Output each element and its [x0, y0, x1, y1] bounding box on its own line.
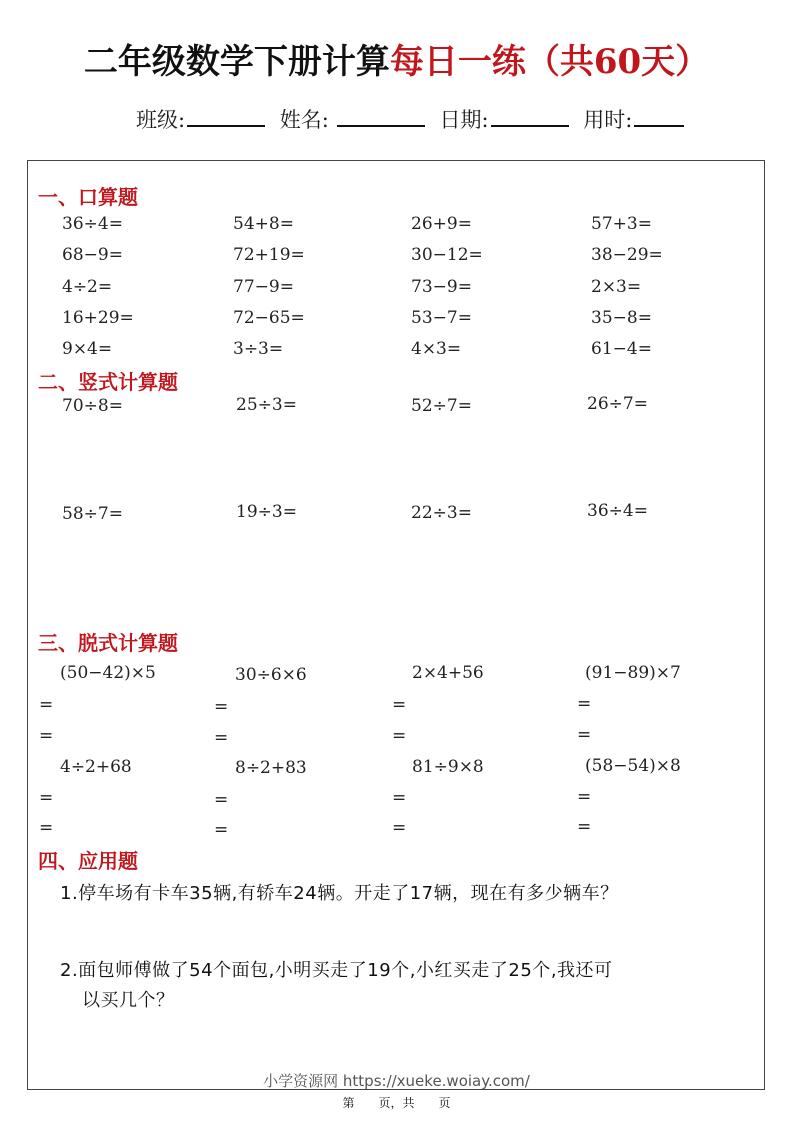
word-problem-2-cont: 以买几个？	[82, 990, 175, 1011]
oral-item: 53−7=	[411, 308, 472, 328]
vertical-item: 19÷3=	[236, 502, 297, 522]
equals-sign: =	[39, 818, 54, 838]
name-field[interactable]	[280, 104, 425, 134]
oral-item: 57+3=	[591, 214, 652, 234]
date-label: 日期:	[439, 108, 489, 132]
equals-sign: =	[39, 788, 54, 808]
title-main: 二年级数学下册计算	[83, 42, 390, 82]
time-field[interactable]	[583, 104, 684, 134]
source-watermark: 小学资源网 https://xueke.woiay.com/	[263, 1072, 530, 1090]
section-stepwise-title: 三、脱式计算题	[38, 631, 178, 655]
vertical-item: 70÷8=	[62, 396, 123, 416]
word-problem-2: 2.面包师傅做了54个面包,小明买走了19个,小红买走了25个,我还可	[60, 960, 613, 981]
oral-item: 73−9=	[411, 277, 472, 297]
vertical-item: 25÷3=	[236, 395, 297, 415]
equals-sign: =	[577, 694, 592, 714]
equals-sign: =	[577, 725, 592, 745]
equals-sign: =	[392, 788, 407, 808]
equals-sign: =	[214, 728, 229, 748]
section-oral-title: 一、口算题	[38, 185, 138, 209]
word-problem-1: 1.停车场有卡车35辆,有轿车24辆。开走了17辆，现在有多少辆车？	[60, 883, 619, 904]
vertical-item: 52÷7=	[411, 396, 472, 416]
oral-item: 4×3=	[411, 339, 462, 359]
oral-item: 3÷3=	[233, 339, 284, 359]
vertical-item: 26÷7=	[587, 394, 648, 414]
oral-item: 30−12=	[411, 245, 483, 265]
date-blank[interactable]	[491, 105, 569, 127]
stepwise-item: (50−42)×5	[60, 663, 156, 683]
oral-item: 38−29=	[591, 245, 663, 265]
oral-item: 54+8=	[233, 214, 294, 234]
section-vertical-title: 二、竖式计算题	[38, 370, 178, 394]
title-highlight: 每日一练（共60天）	[389, 42, 710, 82]
oral-item: 2×3=	[591, 277, 642, 297]
oral-item: 16+29=	[62, 308, 134, 328]
oral-item: 77−9=	[233, 277, 294, 297]
page-number: 第 页，共 页	[342, 1096, 451, 1110]
oral-item: 72+19=	[233, 245, 305, 265]
stepwise-item: 81÷9×8	[412, 757, 484, 777]
class-field[interactable]	[136, 104, 265, 134]
stepwise-item: 8÷2+83	[235, 758, 307, 778]
oral-item: 9×4=	[62, 339, 113, 359]
class-label: 班级:	[136, 108, 186, 132]
stepwise-item: 2×4+56	[412, 663, 484, 683]
student-info-row	[136, 104, 692, 134]
equals-sign: =	[392, 695, 407, 715]
stepwise-item: 30÷6×6	[235, 665, 307, 685]
equals-sign: =	[577, 787, 592, 807]
equals-sign: =	[39, 695, 54, 715]
equals-sign: =	[214, 820, 229, 840]
time-blank[interactable]	[634, 105, 684, 127]
oral-item: 72−65=	[233, 308, 305, 328]
equals-sign: =	[214, 790, 229, 810]
equals-sign: =	[214, 697, 229, 717]
vertical-item: 58÷7=	[62, 504, 123, 524]
equals-sign: =	[39, 726, 54, 746]
oral-item: 61−4=	[591, 339, 652, 359]
oral-item: 68−9=	[62, 245, 123, 265]
name-label: 姓名:	[279, 108, 329, 132]
oral-item: 35−8=	[591, 308, 652, 328]
equals-sign: =	[577, 817, 592, 837]
stepwise-item: (58−54)×8	[585, 756, 681, 776]
stepwise-item: (91−89)×7	[585, 663, 681, 683]
name-blank[interactable]	[337, 105, 425, 127]
equals-sign: =	[392, 726, 407, 746]
worksheet-frame	[27, 160, 765, 1090]
page-title	[0, 34, 793, 83]
time-label: 用时:	[583, 108, 633, 132]
class-blank[interactable]	[187, 105, 265, 127]
section-word-problems-title: 四、应用题	[38, 849, 138, 873]
equals-sign: =	[392, 818, 407, 838]
date-field[interactable]	[440, 104, 569, 134]
oral-item: 26+9=	[411, 214, 472, 234]
vertical-item: 22÷3=	[411, 503, 472, 523]
oral-item: 4÷2=	[62, 277, 113, 297]
oral-item: 36÷4=	[62, 214, 123, 234]
stepwise-item: 4÷2+68	[60, 757, 132, 777]
vertical-item: 36÷4=	[587, 501, 648, 521]
